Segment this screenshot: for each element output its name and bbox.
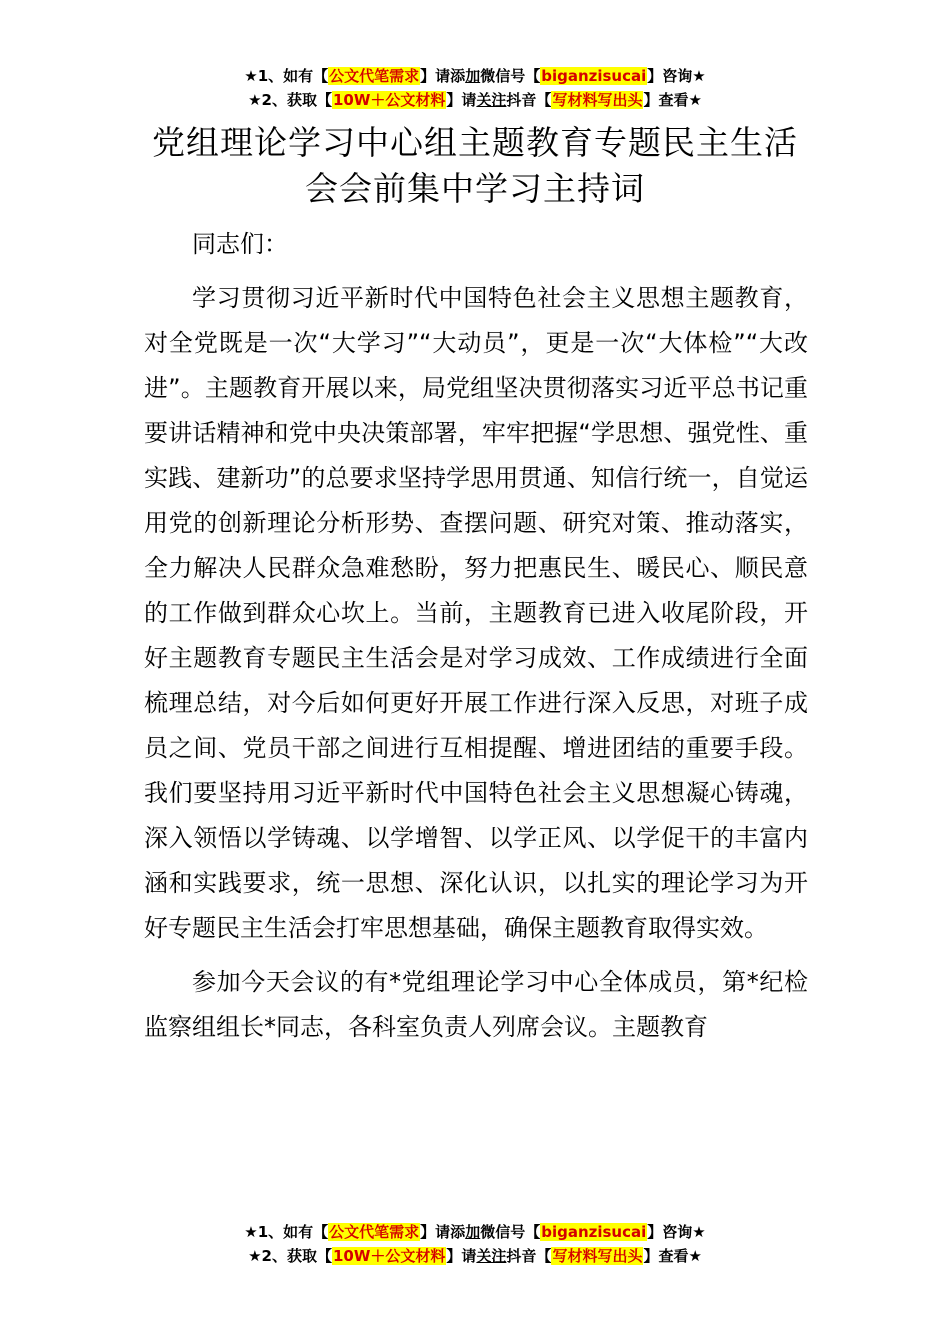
title-line-2: 会会前集中学习主持词	[305, 169, 645, 208]
paragraph-2: 参加今天会议的有*党组理论学习中心全体成员，第*纪检监察组组长*同志，各科室负责人列席会议。主题教育	[144, 968, 808, 1041]
ad-highlight-douyin-account: 写材料写出头	[552, 91, 643, 109]
ad-highlight-writing-service: 公文代笔需求	[329, 67, 420, 85]
ad-line-1: ★1、如有【公文代笔需求】请添加微信号【biganzisucai】咨询★	[244, 1223, 706, 1241]
ad-highlight-writing-service: 公文代笔需求	[329, 1223, 420, 1241]
ad-highlight-materials: 10W＋公文材料	[332, 91, 446, 109]
document-body	[144, 222, 808, 1059]
ad-highlight-wechat-id: biganzisucai	[541, 1223, 647, 1241]
document-title	[120, 120, 830, 212]
ad-highlight-douyin-account: 写材料写出头	[552, 1247, 643, 1265]
ad-line-2: ★2、获取【10W＋公文材料】请关注抖音【写材料写出头】查看★	[248, 91, 702, 109]
paragraph-1: 学习贯彻习近平新时代中国特色社会主义思想主题教育，对全党既是一次“大学习”“大动员”，更是一次“大体检”“大改进”。主题教育开展以来，局党组坚决贯彻落实习近平总书记重要讲话精神和党中央决策部署，牢牢把握“学思想、强党性、重实践、建新功”的总要求坚持学思用贯通、知信行统一，自觉运用党的创新理论分析形势、查摆问题、研究对策、推动落实，全力解决人民群众急难愁盼，努力把惠民生、暖民心、顺民意的工作做到群众心坎上。当前，主题教育已进入收尾阶段，开好主题教育专题民主生活会是对学习成效、工作成绩进行全面梳理总结，对今后如何更好开展工作进行深入反思，对班子成员之间、党员干部之间进行互相提醒、增进团结的重要手段。我们要坚持用习近平新时代中国特色社会主义思想凝心铸魂，深入领悟以学铸魂、以学增智、以学正风、以学促干的丰富内涵和实践要求，统一思想、深化认识，以扎实的理论学习为开好专题民主生活会打牢思想基础，确保主题教育取得实效。	[144, 284, 808, 942]
ad-highlight-wechat-id: biganzisucai	[541, 67, 647, 85]
top-ad-banner	[0, 64, 950, 112]
bottom-ad-banner	[0, 1220, 950, 1268]
title-line-1: 党组理论学习中心组主题教育专题民主生活	[152, 123, 798, 162]
ad-line-1: ★1、如有【公文代笔需求】请添加微信号【biganzisucai】咨询★	[244, 67, 706, 85]
ad-highlight-materials: 10W＋公文材料	[332, 1247, 446, 1265]
ad-line-2: ★2、获取【10W＋公文材料】请关注抖音【写材料写出头】查看★	[248, 1247, 702, 1265]
salutation: 同志们：	[192, 230, 288, 258]
